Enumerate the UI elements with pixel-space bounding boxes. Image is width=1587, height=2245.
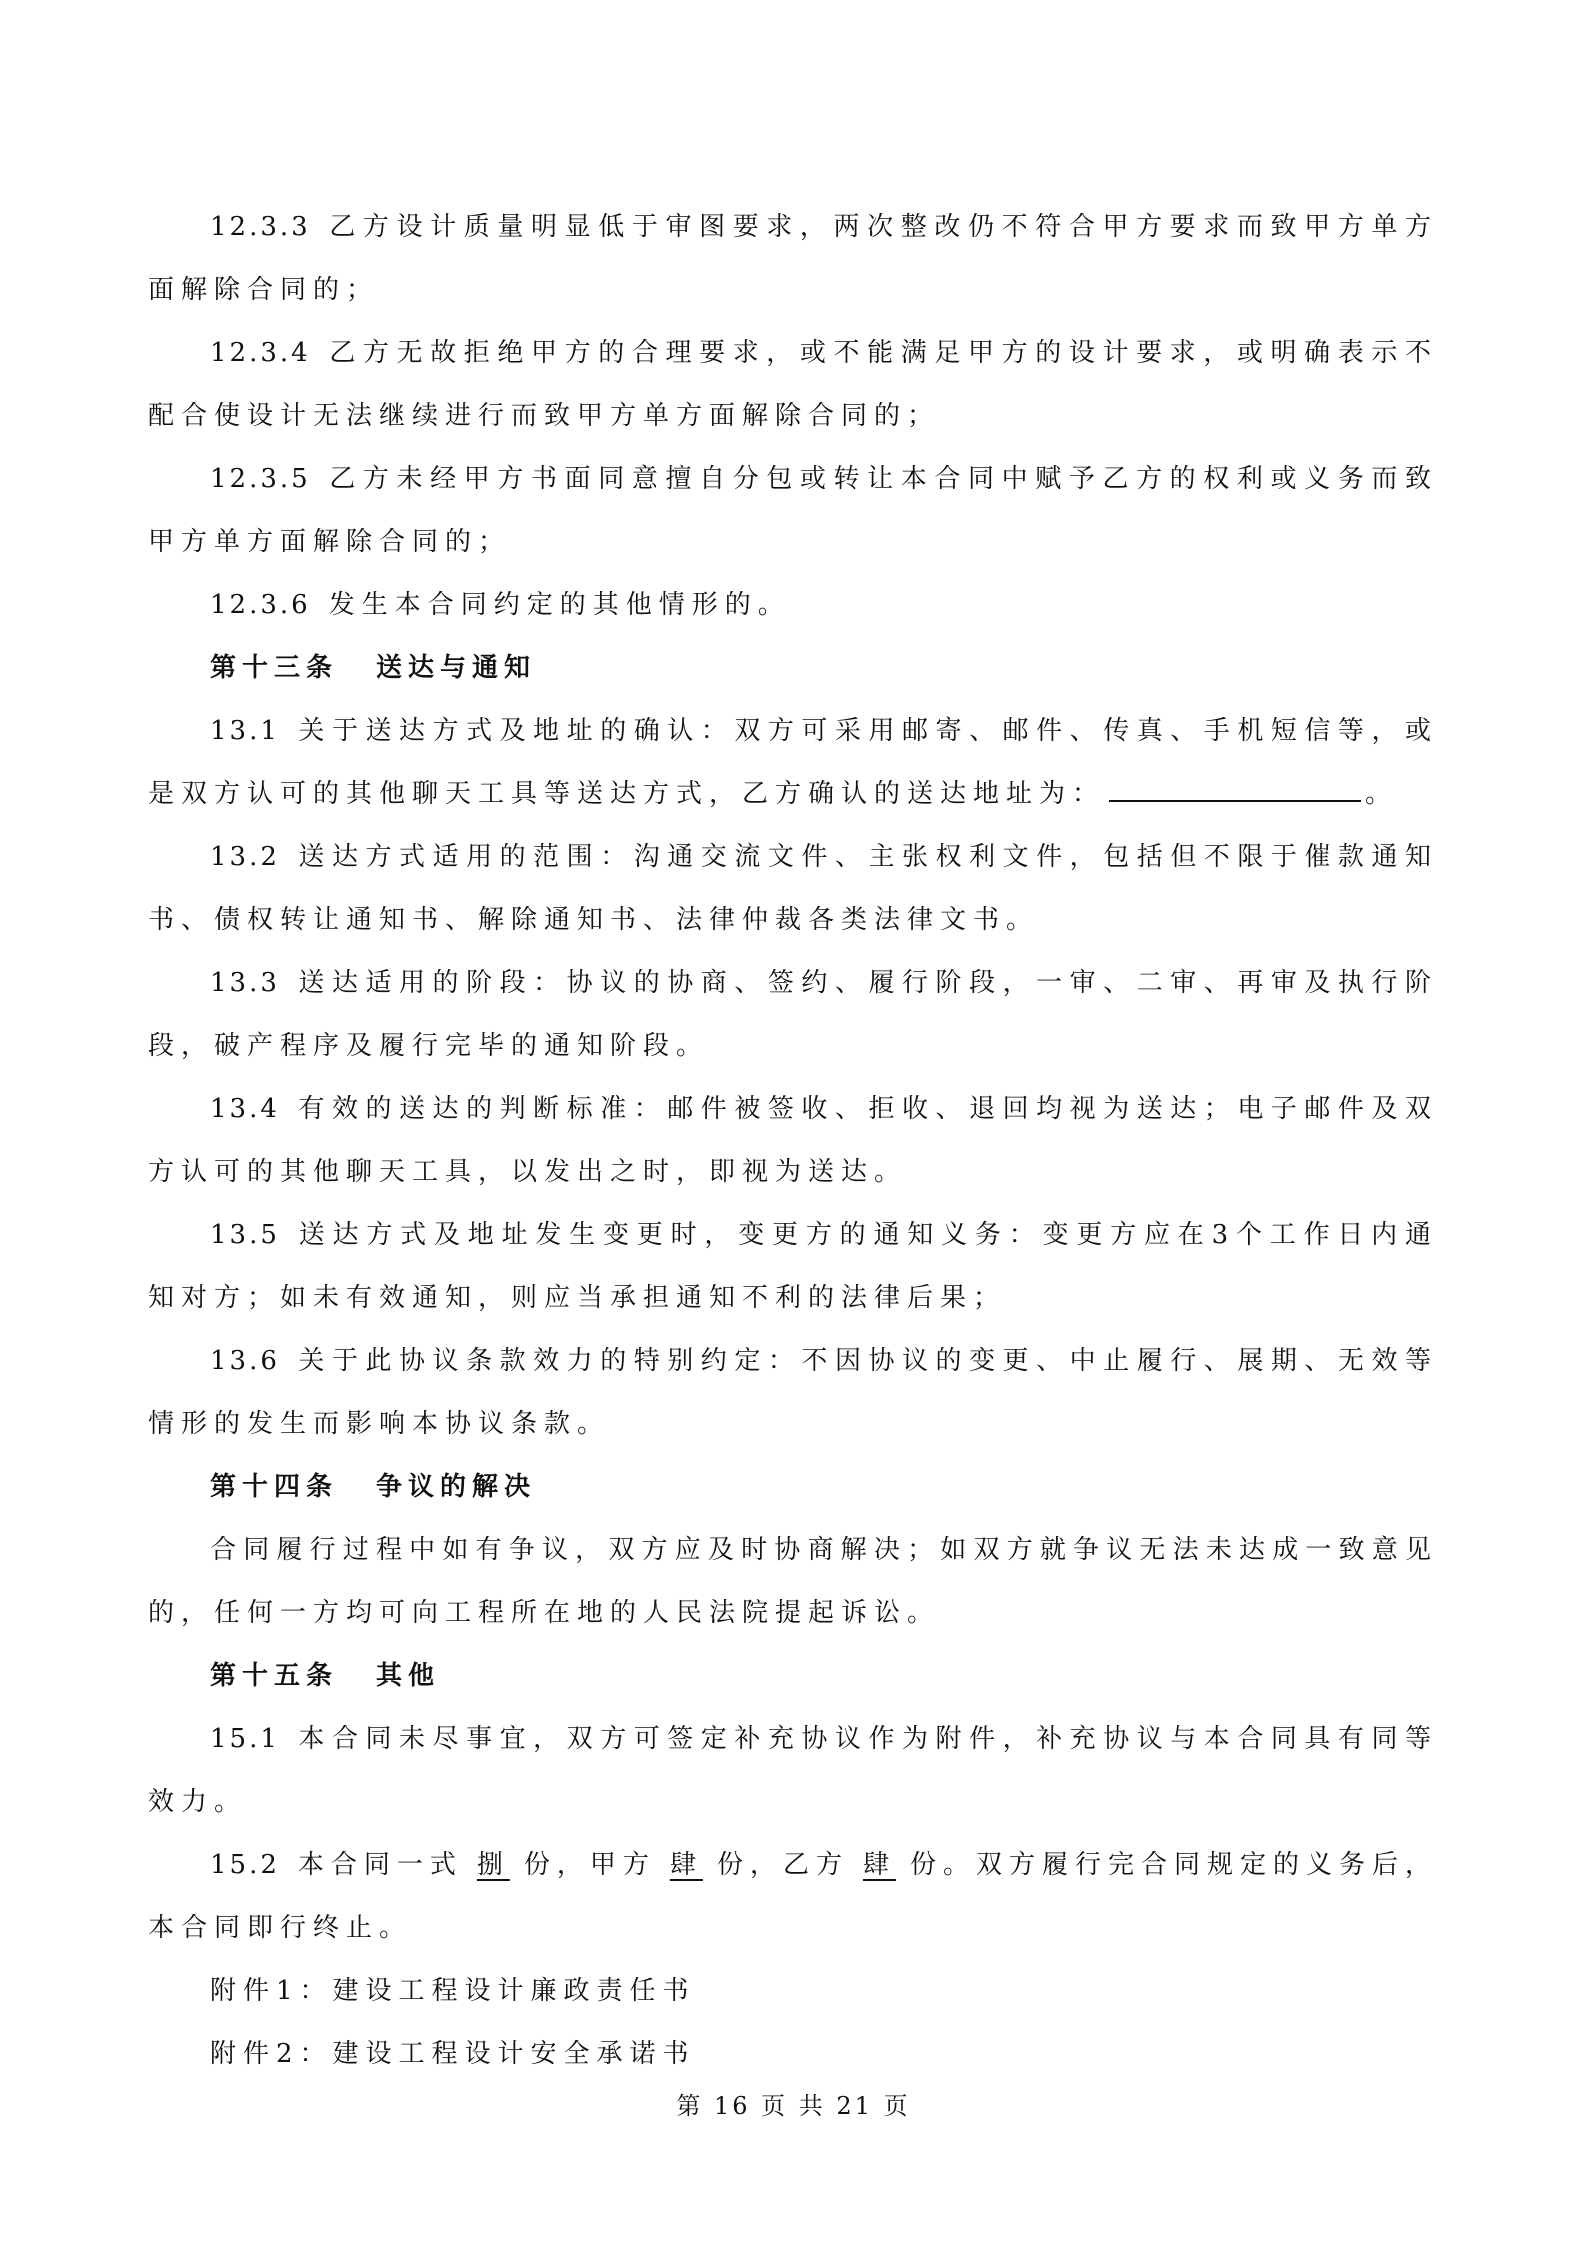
- clause-text-part: 本合同一式: [297, 1850, 463, 1880]
- attachment-title: 建设工程设计安全承诺书: [332, 2039, 696, 2069]
- clause-text: 关于此协议条款效力的特别约定：不因协议的变更、中止履行、展期、无效等情形的发生而影响本协议条款。: [148, 1346, 1438, 1439]
- clause-12-3-5: [148, 448, 1438, 574]
- clause-13-5: [148, 1204, 1438, 1330]
- clause-text: 有效的送达的判断标准：邮件被签收、拒收、退回均视为送达；电子邮件及双方认可的其他聊天工具，以发出之时，即视为送达。: [148, 1094, 1438, 1187]
- section-title: 争议的解决: [376, 1472, 537, 1502]
- clause-12-3-4: [148, 322, 1438, 448]
- clause-13-2: [148, 826, 1438, 952]
- clause-15-2: [148, 1834, 1438, 1960]
- attachment-label: 附件2：: [210, 2039, 333, 2069]
- section-title: 送达与通知: [376, 653, 537, 683]
- section-label: 第十五条: [210, 1661, 339, 1691]
- clause-number: 12.3.3: [210, 212, 311, 242]
- clause-text: 本合同未尽事宜，双方可签定补充协议作为附件，补充协议与本合同具有同等效力。: [148, 1724, 1438, 1817]
- attachment-label: 附件1：: [210, 1976, 333, 2006]
- contract-body: [148, 196, 1438, 2086]
- clause-text: 送达方式及地址发生变更时，变更方的通知义务：变更方应在3个工作日内通知对方；如未有效通知，则应当承担通知不利的法律后果；: [148, 1220, 1438, 1313]
- dispute-resolution-text: 合同履行过程中如有争议，双方应及时协商解决；如双方就争议无法未达成一致意见的，任何一方均可向工程所在地的人民法院提起诉讼。: [148, 1535, 1438, 1628]
- clause-number: 13.2: [210, 842, 280, 872]
- clause-text: 乙方无故拒绝甲方的合理要求，或不能满足甲方的设计要求，或明确表示不配合使设计无法继续进行而致甲方单方面解除合同的；: [148, 338, 1438, 431]
- clause-text-part: 份，甲方: [523, 1850, 656, 1880]
- clause-text: 乙方设计质量明显低于审图要求，两次整改仍不符合甲方要求而致甲方单方面解除合同的；: [148, 212, 1438, 305]
- section-15-heading: [148, 1645, 1438, 1708]
- clause-number: 13.1: [210, 716, 280, 746]
- clause-13-3: [148, 952, 1438, 1078]
- section-title: 其他: [376, 1661, 441, 1691]
- section-label: 第十四条: [210, 1472, 339, 1502]
- attachment-title: 建设工程设计廉政责任书: [332, 1976, 696, 2006]
- section-13-heading: [148, 637, 1438, 700]
- attachment-2: [148, 2023, 1438, 2086]
- clause-13-4: [148, 1078, 1438, 1204]
- clause-number: 15.1: [210, 1724, 280, 1754]
- clause-number: 12.3.6: [210, 590, 311, 620]
- copies-total-value: 捌: [476, 1850, 510, 1880]
- clause-text: 送达方式适用的范围：沟通交流文件、主张权利文件，包括但不限于催款通知书、债权转让通知书、解除通知书、法律仲裁各类法律文书。: [148, 842, 1438, 935]
- clause-13-6: [148, 1330, 1438, 1456]
- clause-13-1: [148, 700, 1438, 826]
- clause-number: 13.3: [210, 968, 280, 998]
- page-number-footer: 第 16 页 共 21 页: [676, 2092, 911, 2120]
- clause-text: 发生本合同约定的其他情形的。: [328, 590, 791, 620]
- section-14-heading: [148, 1456, 1438, 1519]
- copies-party-b-value: 肆: [862, 1850, 896, 1880]
- clause-tail: 。: [1365, 779, 1399, 809]
- clause-number: 12.3.4: [210, 338, 311, 368]
- clause-12-3-3: [148, 196, 1438, 322]
- clause-number: 13.4: [210, 1094, 280, 1124]
- clause-number: 12.3.5: [210, 464, 311, 494]
- clause-text-part: 份。双方履行完合同规定的义务后，本合同即行终止。: [148, 1850, 1438, 1943]
- clause-text: 乙方未经甲方书面同意擅自分包或转让本合同中赋予乙方的权利或义务而致甲方单方面解除合同的；: [148, 464, 1438, 557]
- clause-text: 送达适用的阶段：协议的协商、签约、履行阶段，一审、二审、再审及执行阶段，破产程序及履行完毕的通知阶段。: [148, 968, 1438, 1061]
- clause-text-part: 份，乙方: [716, 1850, 849, 1880]
- clause-number: 13.5: [210, 1220, 280, 1250]
- clause-12-3-6: [148, 574, 1438, 637]
- copies-party-a-value: 肆: [669, 1850, 703, 1880]
- clause-text: 关于送达方式及地址的确认：双方可采用邮寄、邮件、传真、手机短信等，或是双方认可的其他聊天工具等送达方式，乙方确认的送达地址为：: [148, 716, 1438, 809]
- clause-number: 13.6: [210, 1346, 280, 1376]
- section-label: 第十三条: [210, 653, 339, 683]
- clause-number: 15.2: [210, 1850, 280, 1880]
- address-blank-line: [1109, 774, 1361, 802]
- attachment-1: [148, 1960, 1438, 2023]
- clause-15-1: [148, 1708, 1438, 1834]
